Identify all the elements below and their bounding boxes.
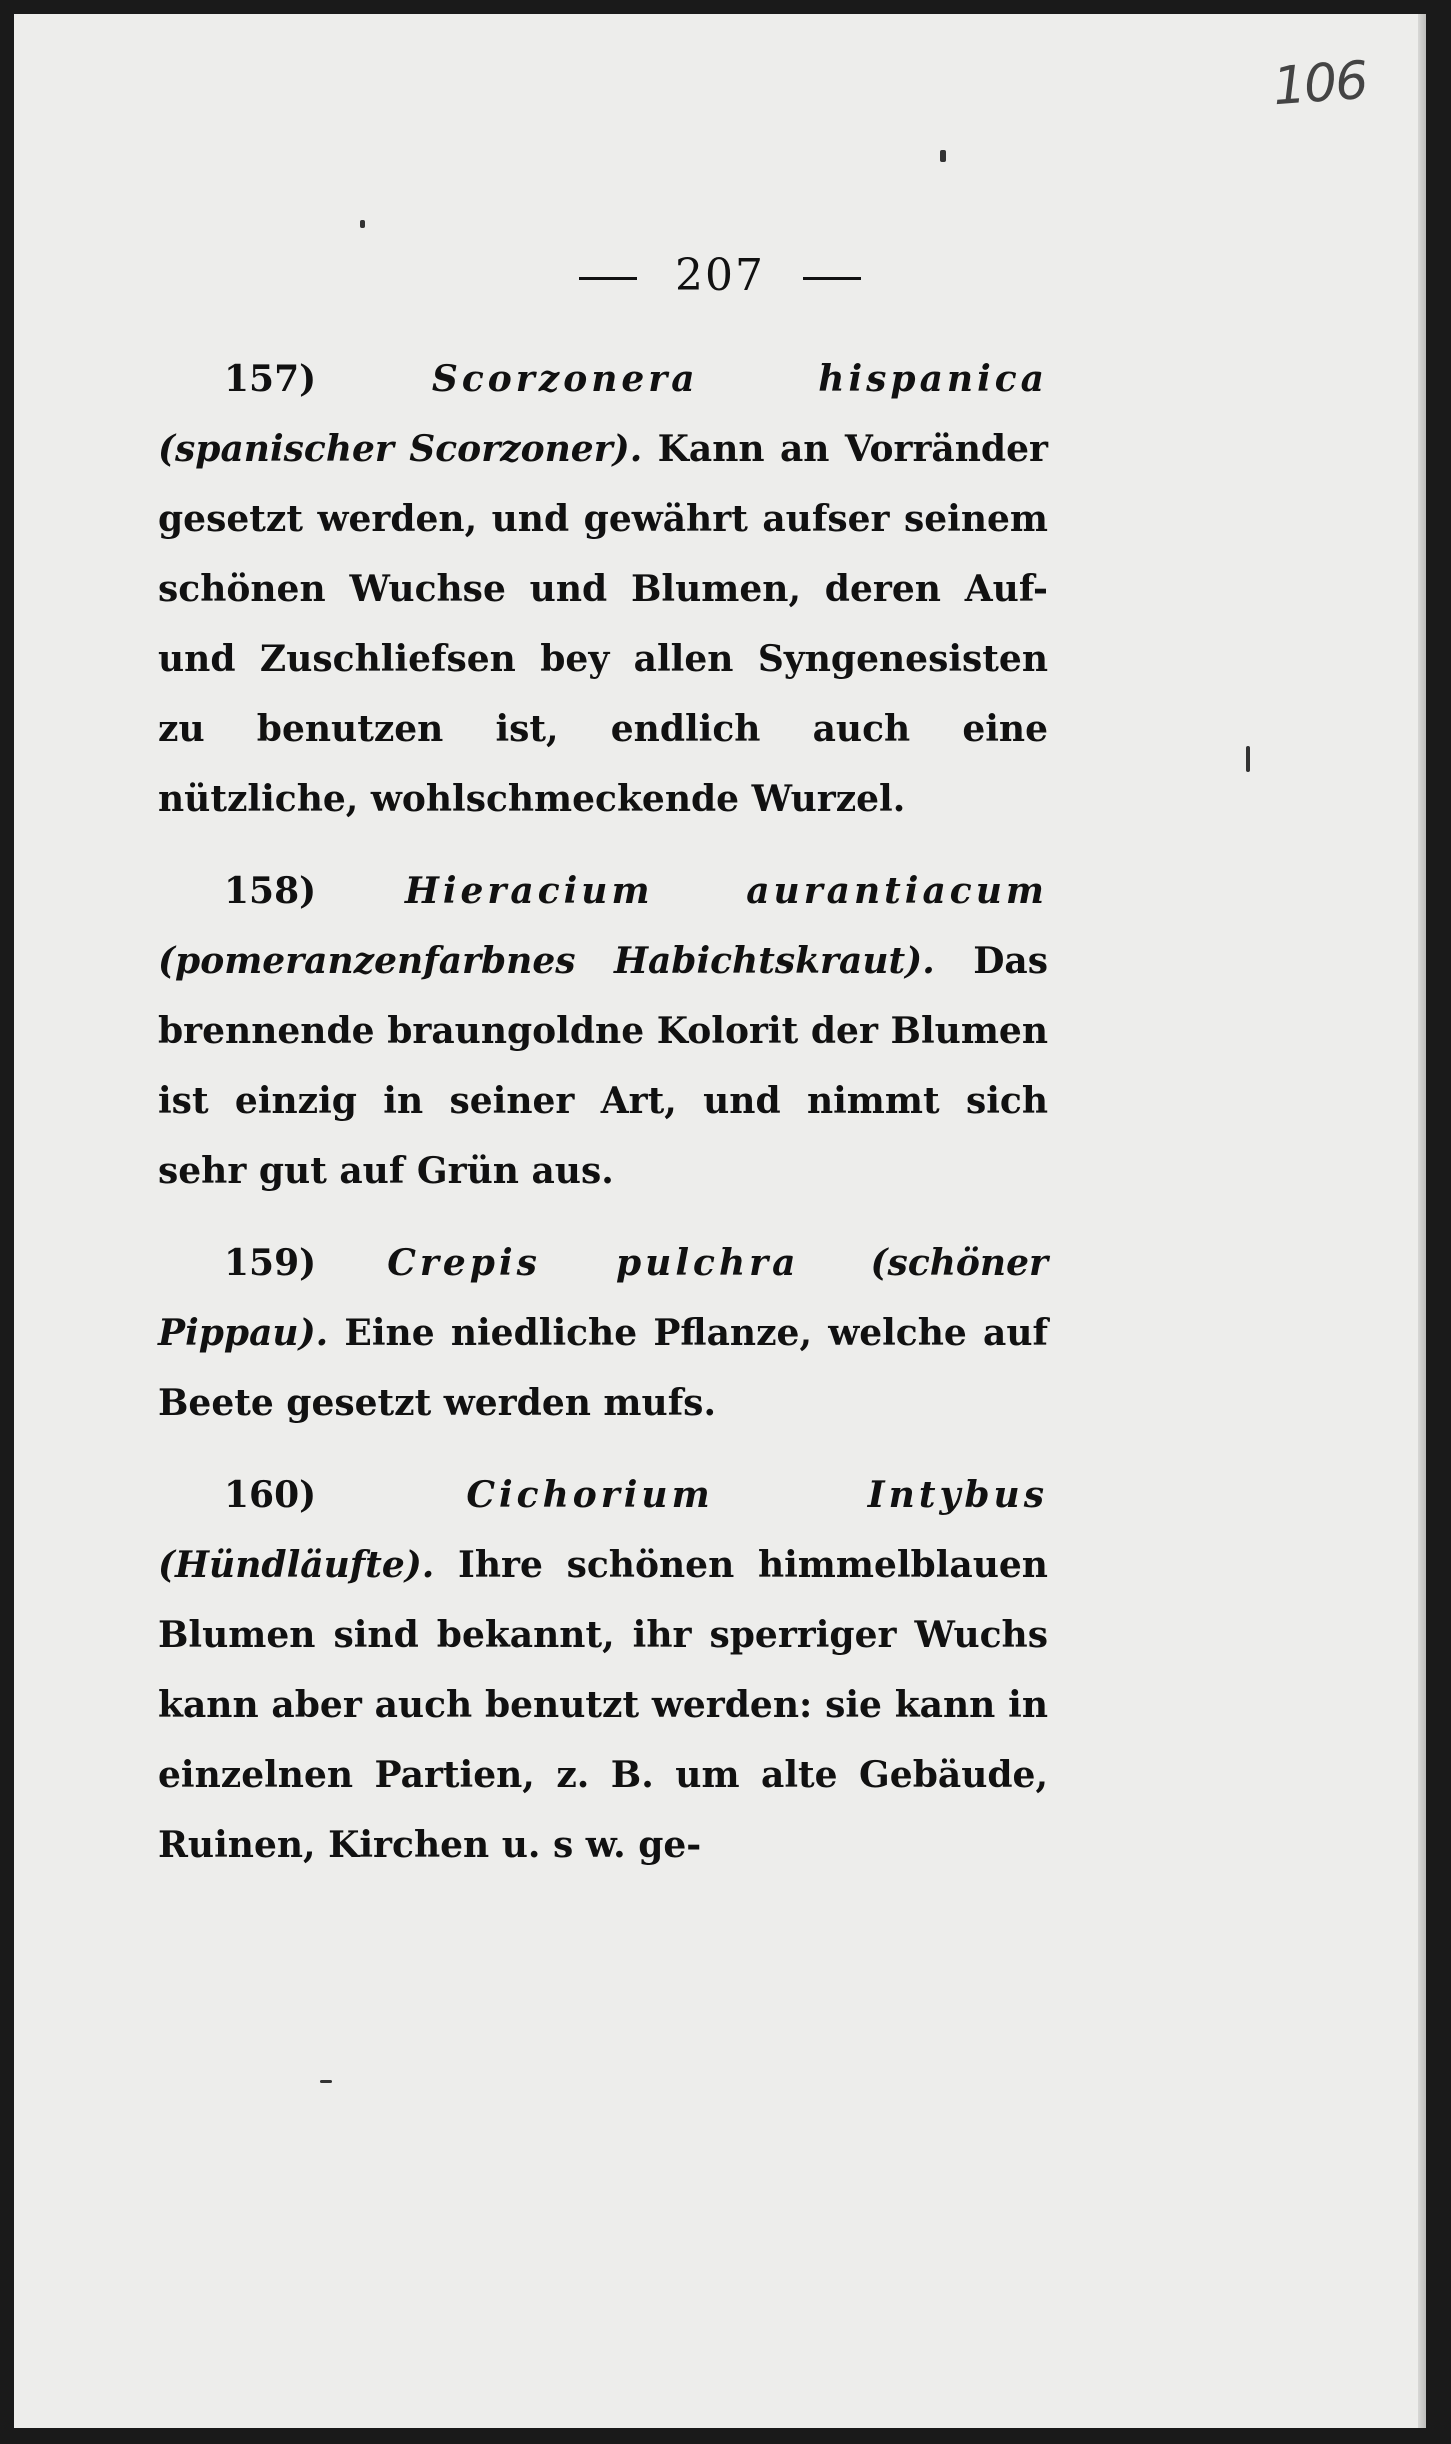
entry-number: 157) <box>224 358 317 400</box>
entry-body: Kann an Vorränder gesetzt werden, und gewährt aufser seinem schönen Wuchse und Blumen, deren Auf- und Zuschliefsen bey allen Syngenesisten zu benutzen ist, endlich auch eine nützliche, wohlschmeckende Wurzel. <box>158 428 1048 820</box>
vernacular-name: (schöner Pippau). <box>158 1242 1048 1354</box>
page-number: 207 <box>675 250 765 301</box>
latin-name: Cichorium Intybus <box>466 1474 1048 1516</box>
scan-speck <box>360 220 365 228</box>
page-body <box>158 344 1048 1902</box>
handwritten-folio-number: 106 <box>1270 50 1368 118</box>
entry-body: Ihre schönen himmelblauen Blumen sind bekannt, ihr sperriger Wuchs kann aber auch benutzt werden: sie kann in einzelnen Partien, z. B. um alte Gebäude, Ruinen, Kirchen u. s w. ge- <box>158 1544 1048 1866</box>
entry-body: Eine niedliche Pflanze, welche auf Beete gesetzt werden mufs. <box>158 1312 1048 1424</box>
page-header <box>14 250 1426 301</box>
scan-speck <box>320 2080 332 2083</box>
scan-speck <box>940 150 946 162</box>
vernacular-name: (spanischer Scorzoner). <box>158 428 643 470</box>
entry-number: 158) <box>224 870 317 912</box>
entry-number: 160) <box>224 1474 317 1516</box>
entry-body: Das brennende braungoldne Kolorit der Blumen ist einzig in seiner Art, und nimmt sich sehr gut auf Grün aus. <box>158 940 1048 1192</box>
latin-name: Scorzonera hispanica <box>431 358 1048 400</box>
page-edge <box>1418 14 1426 2428</box>
latin-name: Hieracium aurantiacum <box>404 870 1048 912</box>
entry-157 <box>158 344 1048 834</box>
vernacular-name: (Hündläufte). <box>158 1544 435 1586</box>
entry-160 <box>158 1460 1048 1880</box>
entry-158 <box>158 856 1048 1206</box>
entry-number: 159) <box>224 1242 317 1284</box>
latin-name: Crepis pulchra <box>387 1242 800 1284</box>
entry-159 <box>158 1228 1048 1438</box>
header-dash-left <box>579 277 637 280</box>
vernacular-name: (pomeranzenfarbnes Habichtskraut). <box>158 940 935 982</box>
scan-speck <box>1246 746 1250 772</box>
header-dash-right <box>803 277 861 280</box>
book-page <box>14 14 1426 2428</box>
